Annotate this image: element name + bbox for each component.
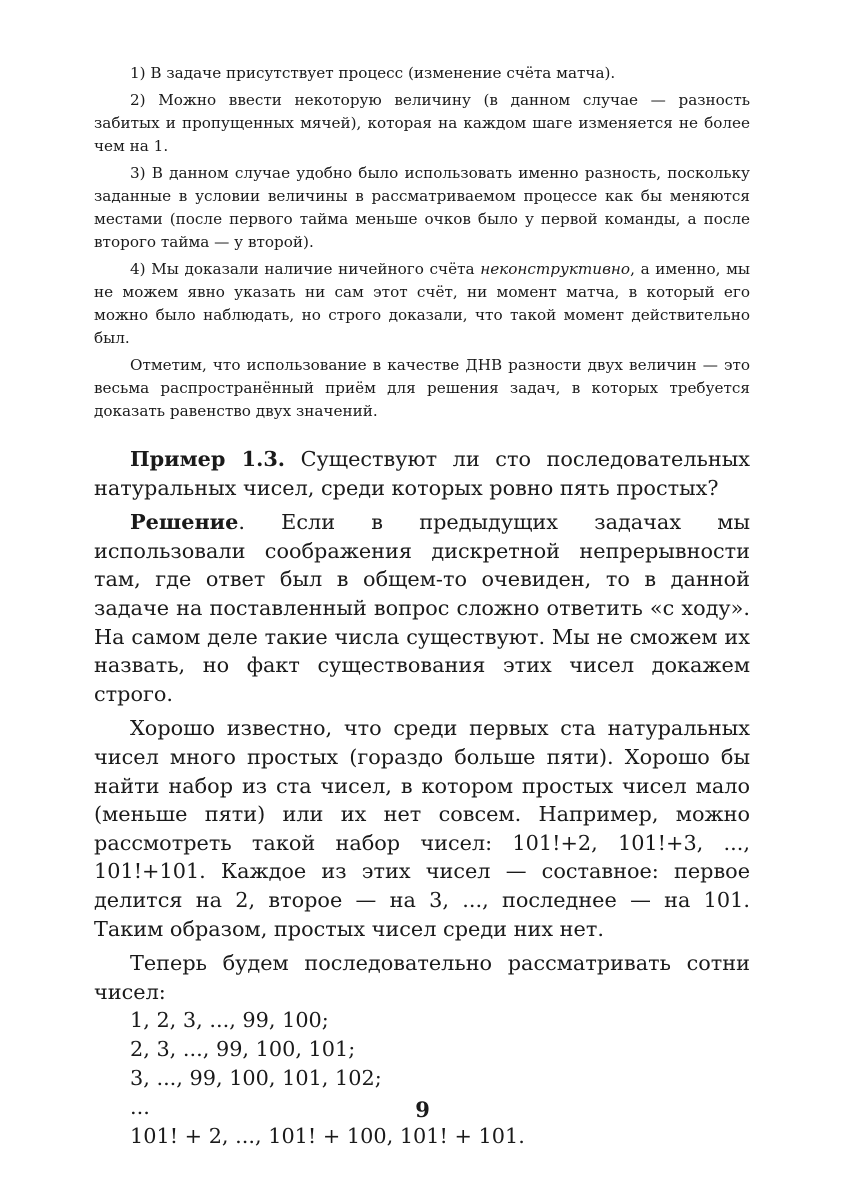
- remark-4: [94, 258, 750, 350]
- remark-4-emphasis: неконструктивно: [480, 260, 631, 278]
- paragraph-2: Хорошо известно, что среди первых ста натуральных чисел много простых (гораздо больше пяти). Хорошо бы найти набор из ста чисел, в котором простых чисел мало (меньше пяти) или их нет совсем. Например, можно рассмотреть такой набор чисел: 101!+2, 101!+3, ..., 101!+101. Каждое из этих чисел — составное: первое делится на 2, второе — на 3, ..., последнее — на 101. Таким образом, простых чисел среди них нет.: [94, 716, 750, 941]
- remark-4-end: , а именно, мы не можем явно указать ни сам этот счёт, ни момент матча, в который его можно было наблюдать, но строго доказали, что такой момент действительно был.: [94, 260, 750, 347]
- solution-text: . Если в предыдущих задачах мы использовали соображения дискретной непрерывности там, где ответ был в общем-то очевиден, то в данной задаче на поставленный вопрос сложно ответить «с ходу». На самом деле такие числа существуют. Мы не сможем их назвать, но факт существования этих чисел докажем строго.: [94, 510, 750, 706]
- solution-paragraph: [94, 508, 750, 708]
- sequence-line: 3, ..., 99, 100, 101, 102;: [130, 1066, 382, 1091]
- example-label: Пример 1.3.: [130, 446, 286, 471]
- remark-4-start: 4) Мы доказали наличие ничейного счёта: [130, 260, 481, 278]
- sequence-line: 101! + 2, ..., 101! + 100, 101! + 101.: [130, 1124, 525, 1149]
- remark-2: 2) Можно ввести некоторую величину (в данном случае — разность забитых и пропущенных мячей), которая на каждом шаге изменяется не более чем на 1.: [94, 91, 750, 155]
- example-statement: [94, 445, 750, 502]
- remarks-block: [94, 62, 750, 423]
- solution-label: Решение: [130, 509, 239, 535]
- page-content: [94, 62, 750, 1151]
- remark-5: Отметим, что использование в качестве ДНВ разности двух величин — это весьма распространённый приём для решения задач, в которых требуется доказать равенство двух значений.: [94, 356, 750, 420]
- sequence-line: 2, 3, ..., 99, 100, 101;: [130, 1037, 356, 1062]
- paragraph-3: Теперь будем последовательно рассматривать сотни чисел:: [94, 951, 750, 1004]
- remark-3: 3) В данном случае удобно было использовать именно разность, поскольку заданные в условии величины в рассматриваемом процессе как бы меняются местами (после первого тайма меньше очков было у первой команды, а после второго тайма — у второй).: [94, 164, 750, 251]
- sequence-list: [94, 1006, 750, 1151]
- remark-1: 1) В задаче присутствует процесс (изменение счёта матча).: [130, 64, 616, 82]
- example-block: [94, 445, 750, 1151]
- sequence-line: ...: [130, 1095, 150, 1120]
- sequence-line: 1, 2, 3, ..., 99, 100;: [130, 1008, 329, 1033]
- example-text: Существуют ли сто последовательных натуральных чисел, среди которых ровно пять простых?: [94, 447, 750, 500]
- page-number: 9: [415, 1097, 430, 1122]
